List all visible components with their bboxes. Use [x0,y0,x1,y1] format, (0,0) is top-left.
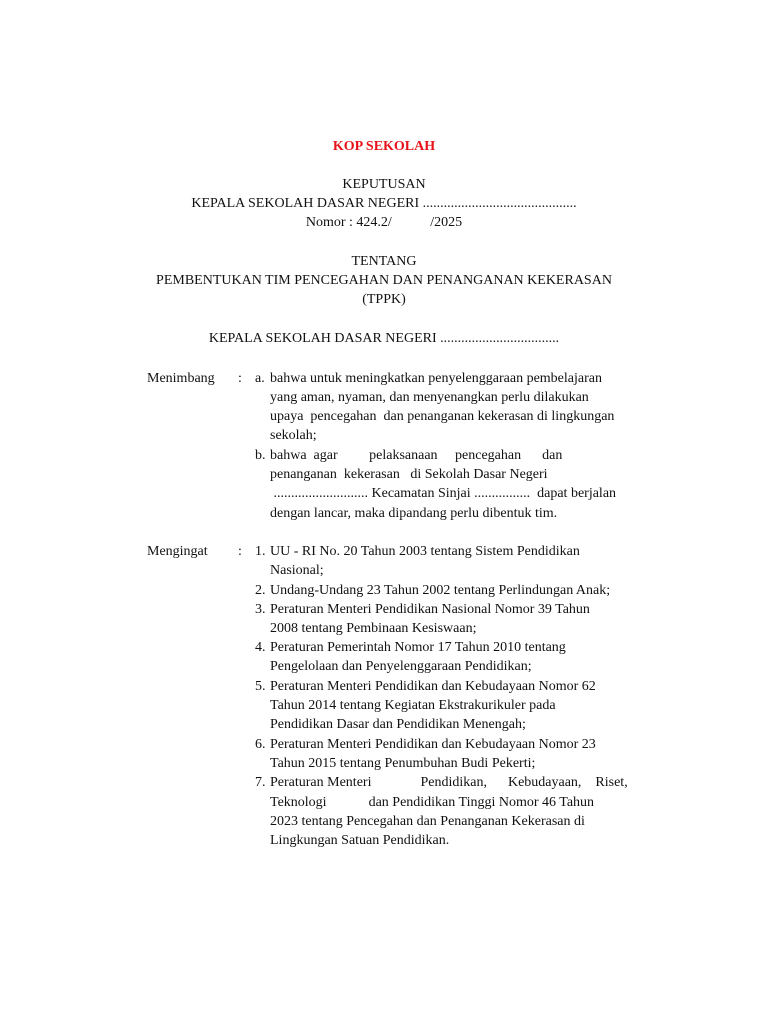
menimbang-item-a-line: sekolah; [270,428,317,443]
mengingat-item-line: Teknologi dan Pendidikan Tinggi Nomor 46 Tahun [270,795,595,810]
mengingat-item-line: UU - RI No. 20 Tahun 2003 tentang Sistem Pendidikan [270,544,580,559]
menimbang-colon: : [238,371,242,386]
authority-line: KEPALA SEKOLAH DASAR NEGERI .................................. [208,331,560,346]
mengingat-item-line: Peraturan Menteri Pendidikan, Kebudayaan, Riset, [270,775,628,790]
menimbang-item-a-marker: a. [255,371,265,386]
menimbang-item-a-line: bahwa untuk meningkatkan penyelenggaraan pembelajaran [270,371,602,386]
mengingat-item-marker: 3. [255,602,266,617]
menimbang-item-b-marker: b. [255,448,266,463]
menimbang-item-b-line: ........................... Kecamatan Sinjai ................ dapat berjalan [270,486,617,501]
mengingat-item-line: Peraturan Menteri Pendidikan dan Kebudayaan Nomor 23 [270,737,596,752]
mengingat-item-marker: 1. [255,544,266,559]
letterhead: KOP SEKOLAH [332,139,436,154]
menimbang-label: Menimbang [147,371,215,386]
menimbang-item-a-line: yang aman, nyaman, dan menyenangkan perlu dilakukan [270,390,589,405]
mengingat-label: Mengingat [147,544,208,559]
menimbang-item-b-line: penanganan kekerasan di Sekolah Dasar Negeri [270,467,548,482]
mengingat-item-line: Peraturan Menteri Pendidikan dan Kebudayaan Nomor 62 [270,679,596,694]
subject-line-1: PEMBENTUKAN TIM PENCEGAHAN DAN PENANGANAN KEKERASAN [156,273,612,288]
mengingat-item-marker: 5. [255,679,266,694]
mengingat-item-marker: 4. [255,640,266,655]
decree-issuer: KEPALA SEKOLAH DASAR NEGERI ............................................ [191,196,577,211]
mengingat-item-line: Lingkungan Satuan Pendidikan. [270,833,450,848]
mengingat-item-line: Peraturan Menteri Pendidikan Nasional Nomor 39 Tahun [270,602,590,617]
menimbang-item-b-line: bahwa agar pelaksanaan pencegahan dan [270,448,563,463]
mengingat-item-line: Tahun 2015 tentang Penumbuhan Budi Pekerti; [270,756,536,771]
mengingat-item-marker: 7. [255,775,266,790]
mengingat-item-line: 2023 tentang Pencegahan dan Penanganan Kekerasan di [270,814,585,829]
about-heading: TENTANG [351,254,417,269]
menimbang-item-a-line: upaya pencegahan dan penanganan kekerasan di lingkungan [270,409,615,424]
mengingat-item-line: Undang-Undang 23 Tahun 2002 tentang Perlindungan Anak; [270,583,611,598]
mengingat-item-line: Pengelolaan dan Penyelenggaraan Pendidikan; [270,659,532,674]
mengingat-item-marker: 6. [255,737,266,752]
decree-number: Nomor : 424.2/ /2025 [305,215,463,230]
mengingat-colon: : [238,544,242,559]
menimbang-item-b-line: dengan lancar, maka dipandang perlu dibentuk tim. [270,506,558,521]
decree-title: KEPUTUSAN [342,177,426,192]
mengingat-item-line: Peraturan Pemerintah Nomor 17 Tahun 2010 tentang [270,640,566,655]
mengingat-item-line: Tahun 2014 tentang Kegiatan Ekstrakurikuler pada [270,698,556,713]
mengingat-item-marker: 2. [255,583,266,598]
mengingat-item-line: Pendidikan Dasar dan Pendidikan Menengah; [270,717,526,732]
subject-line-2: (TPPK) [362,292,406,307]
mengingat-item-line: Nasional; [270,563,324,578]
mengingat-item-line: 2008 tentang Pembinaan Kesiswaan; [270,621,477,636]
